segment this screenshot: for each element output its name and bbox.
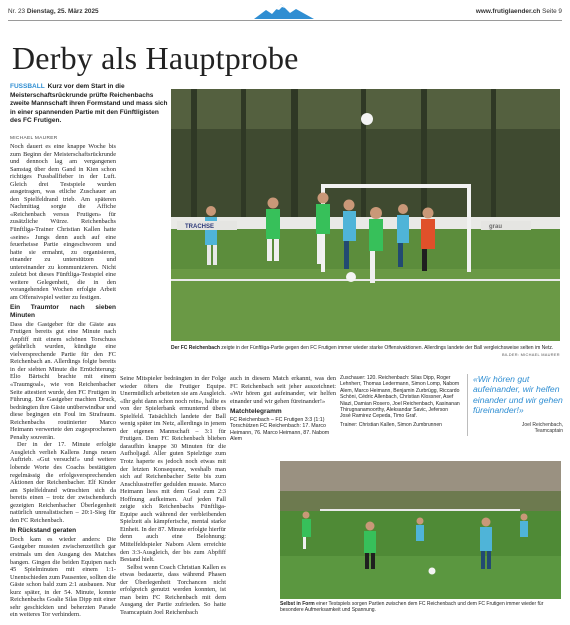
- site-url[interactable]: www.frutiglaender.ch: [475, 8, 541, 15]
- caption-text: zeigte in der Fünftliga-Partie gegen den FC Frutigen immer wieder starke Offensivaktionen. Allerdings landete der Ball vergleichsweise selten im Netz.: [221, 345, 554, 351]
- photo-1-caption: [171, 345, 560, 351]
- issue-date: Dienstag, 25. März 2025: [26, 8, 99, 15]
- article-lead: [10, 83, 170, 126]
- trainer-text: Trainer: Christian Kallen, Simon Zumbrunnen: [340, 421, 443, 428]
- lineup-text: Zuschauer: 120. Reichenbach: Silas Dipp, Roger Lehnherr, Thomas Ledermann, Simon Lomp, Nabom Alem, Marco Heimann, Benjamin Zurbrügg, Riccardo Schöni, Cédric Allenbach, Christian Klossner, Asef Niazi, Damian Rosero, Joel Reichenbach, Kasinanan Thirugnanamoorthy, Aleksandar Savic, Jeferson José Ramirez Cepeda, Timo Graf.: [340, 375, 460, 420]
- pull-quote-attribution: [473, 422, 563, 435]
- match-scene-2: [280, 461, 561, 599]
- body-paragraph: Der in der 17. Minute erfolgte Ausgleich verlieh Kallens Jungs neuen Auftrieb. «Gut versucht!» und weitere lobende Worte des Coachs bestätigten regelmässig die erfolgsversprechenden Aktionen der Reichenbacher. Elf Kinder am Spielfeldrand wünschten sich da bereits einen – trotz der zwischendurch gezeigten Reichenbacher Überlegenheit natürlich unrealistischen – 20:1-Sieg für den FC Reichenbach.: [10, 441, 116, 524]
- article-kicker: FUSSBALL: [10, 83, 45, 90]
- subheading: In Rückstand geraten: [10, 527, 77, 535]
- site-info: [476, 8, 562, 15]
- match-photo-2: [280, 461, 561, 599]
- issue-info: [8, 8, 99, 15]
- pull-quote: «Wir hören gut aufeinander, wir helfen einander und wir gehen füreinander!»: [473, 374, 563, 416]
- caption-text: einer Testspiels sorgen Partien zwischen dem FC Reichenbach und dem FC Frutigen immer wieder für besondere Aufmerksamkeit und Spannung.: [280, 601, 544, 614]
- body-paragraph: Dass die Gastgeber für die Gäste aus Frutigen bereits gut eine Minute nach Anpfiff mit einem schönen Torschuss gefährlich wurden, kündigte eine vielversprechende Partie für den FC Reichenbach an. Allerdings folgte bereits in der siebten Minute die Ernüchterung: Elio Bärtschi brachte mit einem «Traumgoal», wie von Reichenbacher Seite attestiert wurde, den FC Frutigen in Führung. Die Gastgeber machten Druck, bedrängten ihre Gäste unüberwindbar und diese begingen ein Foul im Strafraum. Reichenbachs routinierter Marco Heimann verwertete den zugesprochenen Penalty souverän.: [10, 320, 116, 441]
- article-byline: MICHAEL MAURER: [10, 136, 58, 141]
- caption-lead: Selbst in Form: [280, 601, 315, 607]
- subheading: Ein Traumtor nach sieben Minuten: [10, 304, 116, 320]
- header-divider: [8, 20, 562, 21]
- banner-grau: grau: [489, 224, 503, 230]
- matchtelegramm-text: FC Reichenbach – FC Frutigen 3:3 (1:1) Torschützen FC Reichenbach: 17. Marco Heimann, 76. Marco Heimann, 87. Nabom Alem: [230, 416, 330, 443]
- body-paragraph: Noch dauert es eine knappe Woche bis zum Beginn der Meisterschaftsrückrunde und dennoch lag am vergangenen Samstag über dem Gand in Kien schon richtiges Fussballfieber in der Luft. Gleich drei Testspiele wurden ausgetragen, was etliche Zuschauer an den Spielfeldrand trieb. Am späteren Nachmittag sorgte die Affiche «Reichenbach versus Frutigen» für zusätzliche Würze. Reichenbachs Fünftliga-Trainer Christian Kallen hatte «seine» Jungs denn auch auf eine feuerheisse Partie eingeschworen und hatte sie ermahnt, zu organisieren, einander zu unterstützen und untereinander zu kommunizieren. Nicht zuletzt bot dieses Fünftliga-Testspiel eine weitere Gelegenheit, die in den vorangehenden Wochen erfolgte Arbeit am Offensivspiel weiter zu festigen.: [10, 143, 116, 301]
- mountain-logo-icon: [254, 3, 314, 19]
- page-header: [0, 0, 570, 22]
- quote-role: Teamcaptain: [534, 428, 563, 435]
- match-scene-1: [171, 89, 560, 341]
- text-column-3: [230, 375, 336, 457]
- text-column-4-lineup: [340, 375, 460, 457]
- body-paragraph: Seine Mitspieler bedrängten in der Folge wieder öfters die Frutiger Equipe. Unermüdlich arbeiteten sie am Ausgleich. «Ihr geht dann schon noch rein», hallte es von der Spielerbank ermunternd übers Spielfeld. Tatsächlich landete der Ball wenig später im Netz, allerdings in jenem der eigenen Mannschaft – 3:1 für Frutigen. Dem FC Reichenbach blieben daraufhin knappe 30 Minuten für die Aufholjagd. Aller guten Spielzüge zum Trotz haperte es jedoch noch etwas mit der letzten Konsequenz, weshalb man sich auf Reichenbacher Seite bis zum Anschlusstreffer gedulden musste. Marco Heimann liess mit dem Goal zum 2:3 Hoffnung aufkeimen. Auf jeden Fall zeigte sich Reichenbachs Fünftliga-Equipe auch während der verbleibenden Spielzeit als kämpferische, mental starke Einheit. In der 87. Minute erfolgte hierfür denn auch eine Belohnung: Mittelfeldspieler Nabom Alem erreichte den 3:3-Ausgleich, der bis zum Abpfiff Bestand hielt.: [120, 375, 226, 564]
- banner-trachsel: TRACHSE: [185, 224, 215, 230]
- article-headline: Derby als Hauptprobe: [12, 40, 299, 76]
- quote-divider: [467, 374, 468, 436]
- issue-number: Nr. 23: [8, 8, 26, 15]
- body-paragraph: auch in diesem Match erkannt, was den FC Reichenbach seit jeher auszeichnet: «Wir hören gut aufeinander, wir helfen einander und wir gehen füreinander!»: [230, 375, 336, 405]
- text-column-1: [10, 143, 116, 619]
- matchtelegramm-title: Matchtelegramm: [230, 408, 282, 416]
- body-paragraph: Doch kam es wieder anders: Die Gastgeber mussten zwischenzeitlich gar erstmals um den Ausgang des Matches bangen. Gingen die beiden Equipen nach 45 Spielminuten mit einem 1:1-Unentschieden zum Pausentee, sollten die Gäste schon bald zum 2:1 ausbauen. Nur kurz später, in der 54. Minute, konnte Reichenbachs Goalie Silas Dipp mit einer sehr geschickten und beherzten Parade ein weiteres Tor verhindern.: [10, 535, 116, 619]
- photo-credit: BILDER: MICHAEL MAURER: [502, 352, 560, 357]
- quote-author: Joel Reichenbach,: [521, 422, 563, 428]
- lead-text: Kurz vor dem Start in die Meisterschaftsrückrunde prüfte Reichenbachs zweite Mannschaft ihren Formstand und mass sich in einer spannenden Partie mit den Fünftligisten des FC Frutigen.: [10, 83, 168, 125]
- photo-2-caption: [280, 601, 562, 614]
- match-photo-1: [171, 89, 560, 341]
- caption-lead: Der FC Reichenbach: [171, 345, 220, 351]
- body-paragraph: Selbst wenn Coach Christian Kallen es etwas bedauerte, dass während Phasen der Überlegenheit Torchancen nicht erfolgreich genutzt werden konnten, ist man beim FC Reichenbach mit dem Ausgang der Partie zufrieden. So hatte Teamcaptain Joel Reichenbach: [120, 563, 226, 616]
- page-number: Seite 9: [542, 8, 562, 15]
- text-column-2: [120, 375, 226, 616]
